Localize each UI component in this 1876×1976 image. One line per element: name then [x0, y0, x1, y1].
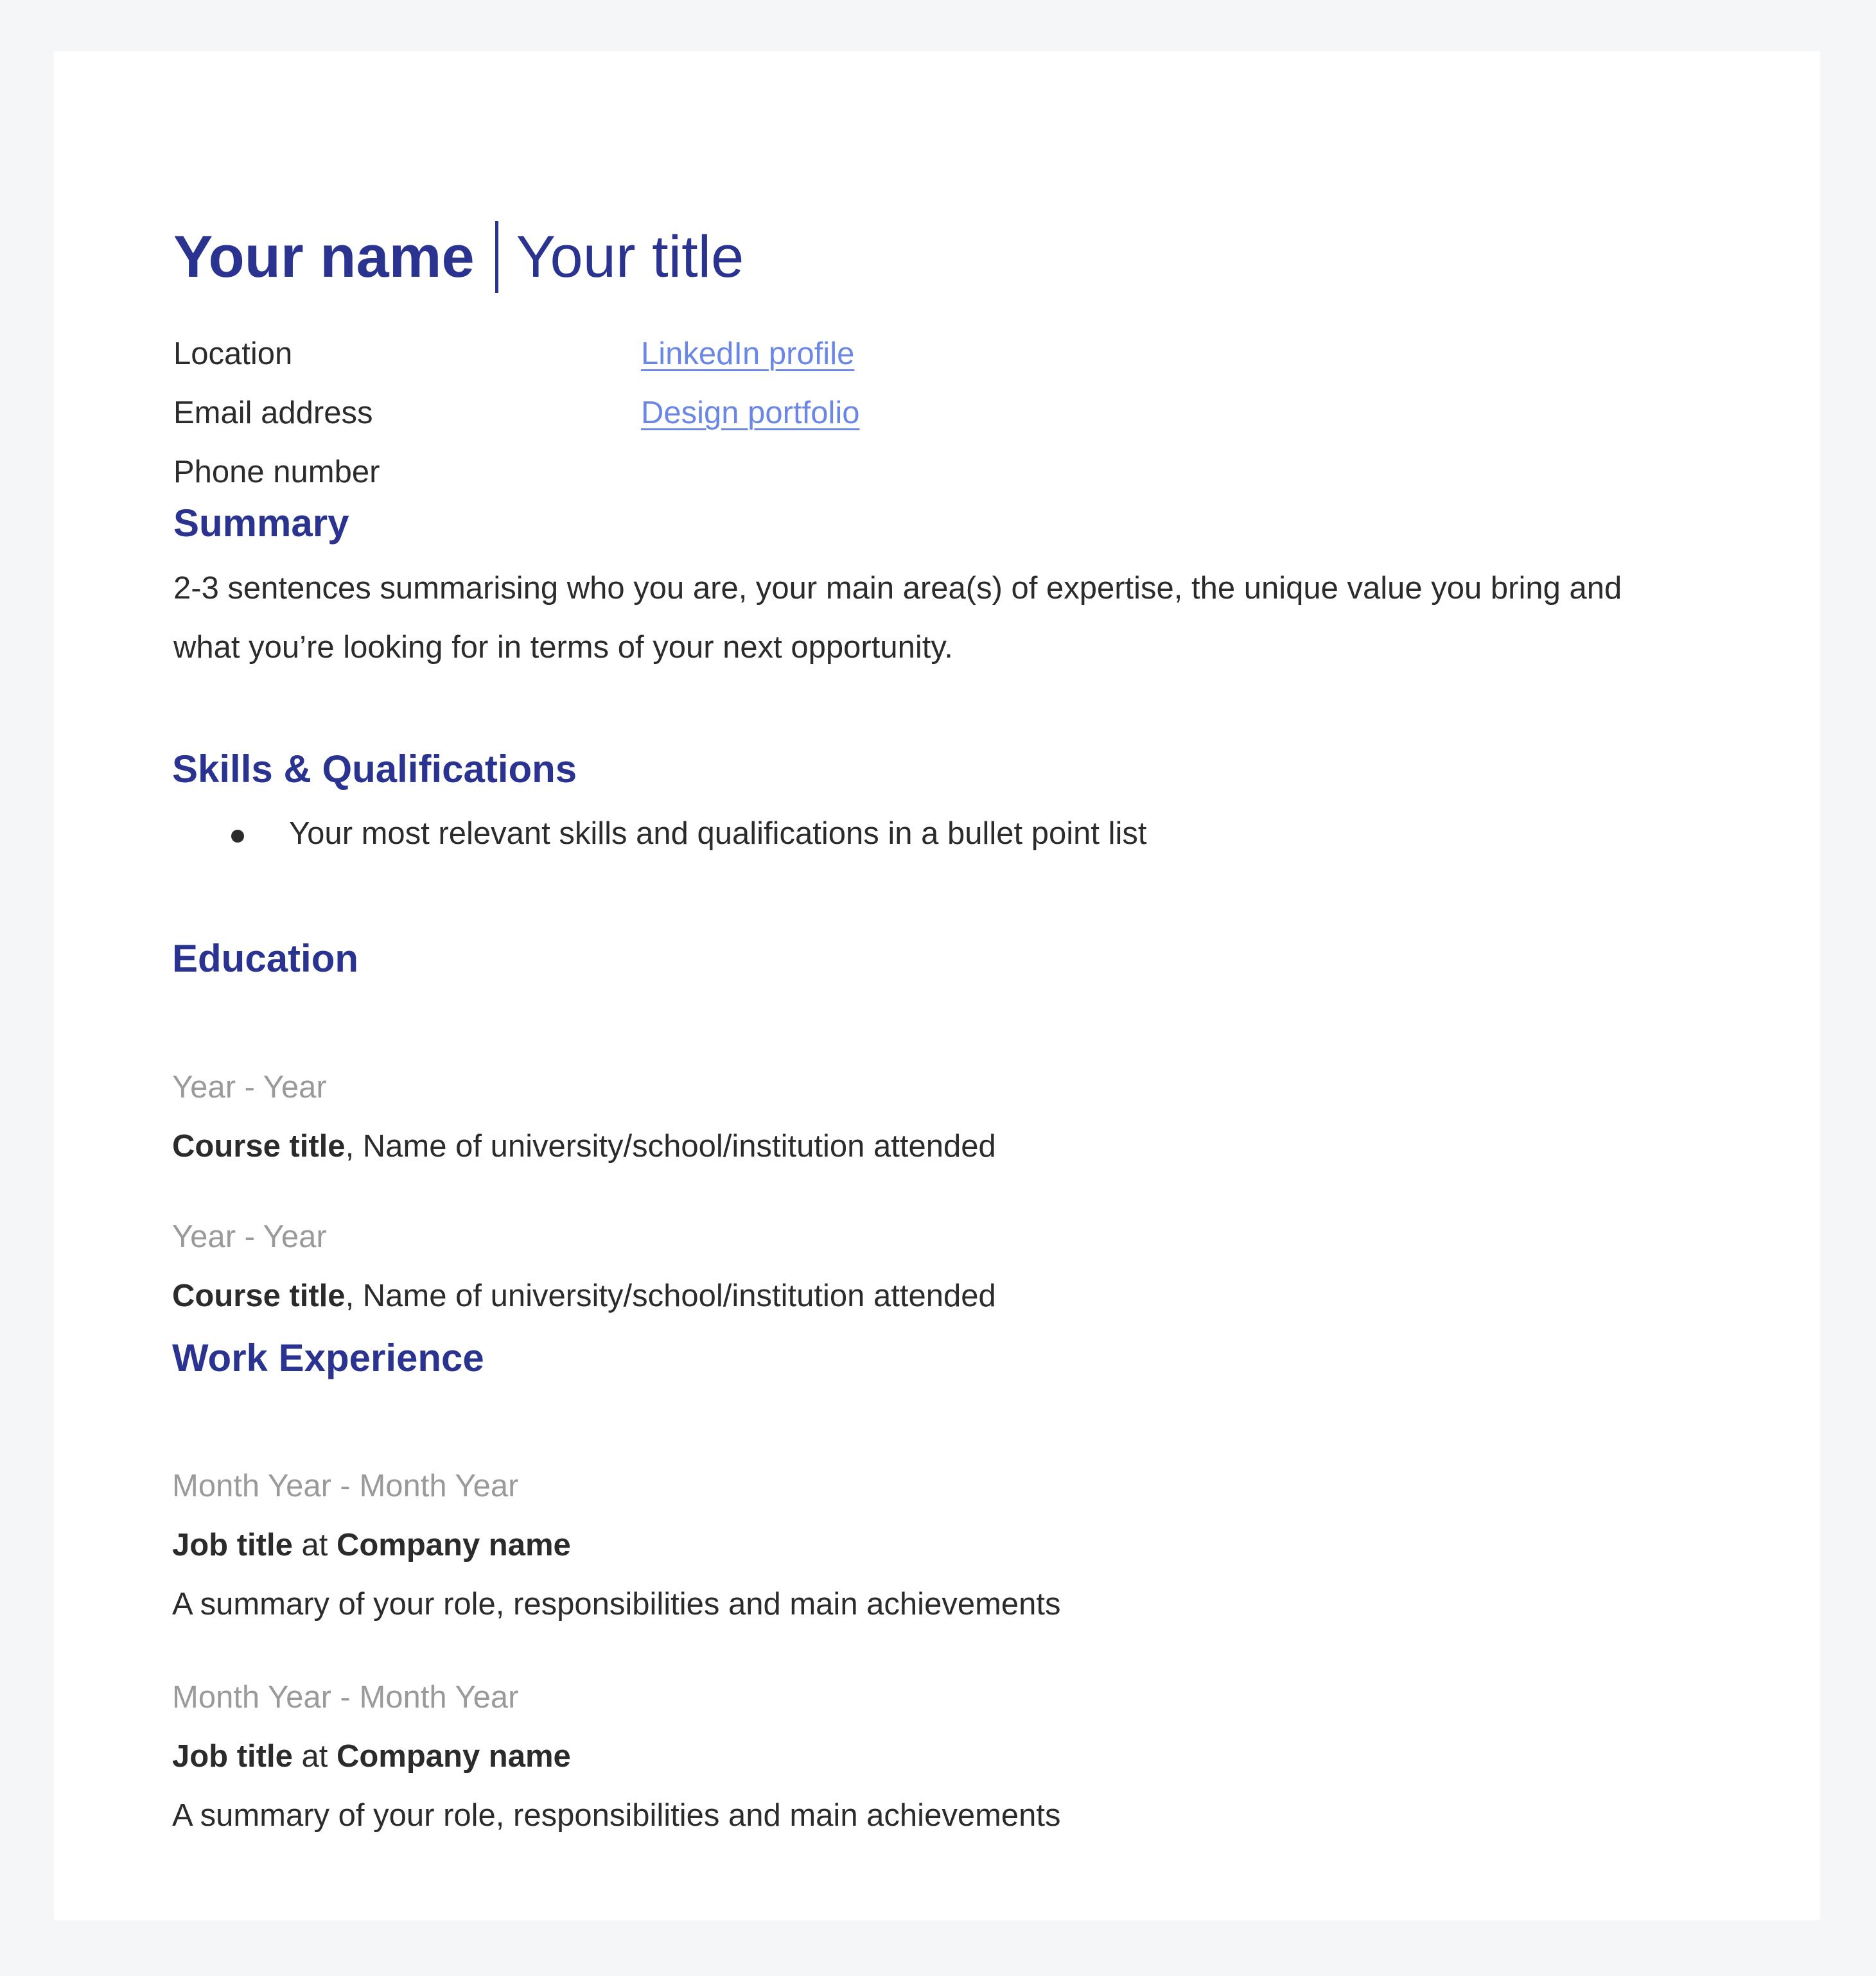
skills-list [173, 804, 1147, 863]
job-line [172, 1516, 1061, 1575]
company-name: Company name [336, 1739, 571, 1774]
role-summary: A summary of your role, responsibilities and main achievements [172, 1798, 1061, 1833]
institution-name: , Name of university/school/institution attended [345, 1279, 996, 1313]
work-dates: Month Year - Month Year [172, 1469, 519, 1503]
company-name: Company name [336, 1528, 571, 1562]
education-dates: Year - Year [172, 1220, 327, 1254]
job-connector: at [292, 1528, 337, 1562]
job-connector: at [292, 1739, 337, 1774]
education-line [172, 1117, 996, 1176]
summary-text: 2-3 sentences summarising who you are, your main area(s) of expertise, the unique value you bring and what you’re looking for in terms of your next opportunity. [173, 571, 1622, 665]
institution-name: , Name of university/school/institution attended [345, 1129, 996, 1164]
education-dates: Year - Year [172, 1070, 327, 1105]
work-heading: Work Experience [172, 1336, 484, 1379]
location-text: Location [173, 337, 293, 371]
course-title: Course title [172, 1279, 346, 1313]
education-heading: Education [172, 937, 359, 980]
education-entry [172, 1058, 996, 1176]
bullet-icon [231, 830, 244, 843]
title-heading: Your title [516, 223, 744, 290]
linkedin-link[interactable]: LinkedIn profile [641, 337, 855, 371]
resume-page [54, 51, 1820, 1920]
role-summary: A summary of your role, responsibilities and main achievements [172, 1587, 1061, 1622]
education-entry [172, 1207, 996, 1325]
summary-heading: Summary [173, 502, 349, 545]
list-item [173, 804, 1147, 863]
work-entry [172, 1668, 1061, 1845]
work-entry [172, 1456, 1061, 1634]
job-title: Job title [172, 1739, 293, 1774]
job-line [172, 1727, 1061, 1786]
skill-text: Your most relevant skills and qualifications in a bullet point list [289, 816, 1147, 851]
course-title: Course title [172, 1129, 346, 1164]
contact-links [641, 324, 859, 442]
education-line [172, 1266, 996, 1325]
portfolio-link[interactable]: Design portfolio [641, 396, 860, 430]
job-title: Job title [172, 1528, 293, 1562]
email-text: Email address [173, 396, 373, 430]
phone-text: Phone number [173, 455, 380, 489]
name-heading: Your name [173, 223, 475, 290]
header-divider [495, 221, 498, 293]
contact-details [173, 324, 380, 502]
resume-header [173, 212, 744, 302]
skills-heading: Skills & Qualifications [172, 748, 577, 791]
work-dates: Month Year - Month Year [172, 1680, 519, 1715]
